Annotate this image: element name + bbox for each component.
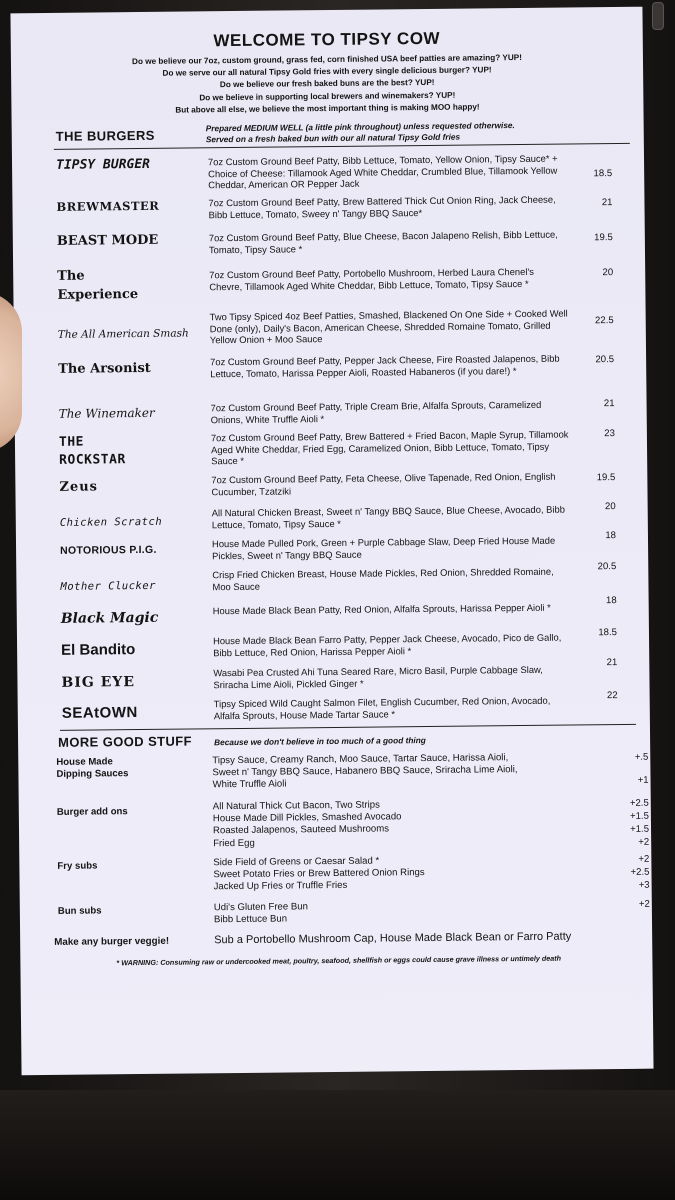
item-name: The All American Smash bbox=[57, 327, 189, 341]
more-prices bbox=[580, 898, 650, 912]
more-price: +1.5 bbox=[629, 810, 649, 822]
more-label: Fry subs bbox=[57, 860, 98, 872]
menu-item-beast-mode bbox=[13, 228, 645, 255]
veggie-text: Sub a Portobello Mushroom Cap, House Made Black Bean or Farro Patty bbox=[214, 930, 572, 947]
item-price: 22 bbox=[606, 690, 618, 702]
binder-ring bbox=[652, 2, 664, 30]
more-label: House Made Dipping Sauces bbox=[56, 756, 129, 780]
item-name: SEAtOWN bbox=[61, 704, 138, 722]
item-price: 20 bbox=[604, 501, 616, 513]
item-description: Tipsy Spiced Wild Caught Salmon Filet, English Cucumber, Red Onion, Avocado, Alfalfa Sprouts, House Made Tartar Sauce * bbox=[213, 694, 551, 721]
item-price: 21 bbox=[603, 398, 615, 410]
more-row-bun-subs bbox=[20, 898, 652, 926]
item-price: 21 bbox=[601, 197, 613, 209]
item-description: 7oz Custom Ground Beef Patty, Triple Cream Brie, Alfalfa Sprouts, Caramelized Onions, White Truffle Aioli * bbox=[210, 398, 542, 425]
more-items bbox=[213, 853, 603, 894]
more-items bbox=[214, 898, 604, 926]
item-price: 18.5 bbox=[593, 168, 613, 180]
more-row-burger-addons bbox=[19, 797, 651, 849]
more-row-dipping-sauces bbox=[18, 751, 650, 791]
more-price: +2 bbox=[638, 898, 650, 910]
item-description: Wasabi Pea Crusted Ahi Tuna Seared Rare, Micro Basil, Purple Cabbage Slaw, Sriracha Lime Aioli, Pickled Ginger * bbox=[213, 663, 543, 690]
more-item: Fried Egg bbox=[213, 837, 255, 849]
item-name: BREWMASTER bbox=[56, 198, 160, 214]
section-title-burgers: THE BURGERS bbox=[55, 127, 155, 144]
menu-item-el-bandito bbox=[17, 627, 649, 659]
item-name: TIPSY BURGER bbox=[55, 156, 151, 173]
item-price: 23 bbox=[604, 428, 615, 440]
item-name: NOTORIOUS P.I.G. bbox=[60, 543, 157, 557]
item-description: 7oz Custom Ground Beef Patty, Brew Battered + Fried Bacon, Maple Syrup, Tillamook Aged White Cheddar, Fried Egg, Caramelized Onion, Bibb Lettuce, Tomato, Tipsy Sauce * bbox=[210, 428, 569, 467]
item-description: 7oz Custom Ground Beef Patty, Bibb Lettuce, Tomato, Yellow Onion, Tipsy Sauce* + Choice of Cheese: Tillamook Aged White Cheddar, Crumbled Blue, Tillamook Yellow Cheddar, American OR Pepper Jack bbox=[207, 152, 558, 191]
menu-page bbox=[10, 7, 653, 1076]
more-price: +2.5 bbox=[630, 866, 650, 878]
item-description: House Made Pulled Pork, Green + Purple Cabbage Slaw, Deep Fried House Made Pickles, Sweet n' Tangy BBQ Sauce bbox=[211, 534, 556, 561]
item-description: All Natural Chicken Breast, Sweet n' Tangy BBQ Sauce, Blue Cheese, Avocado, Bibb Lettuce, Tomato, Tipsy Sauce * bbox=[211, 503, 565, 530]
item-description: 7oz Custom Ground Beef Patty, Blue Cheese, Bacon Jalapeno Relish, Bibb Lettuce, Tomato, Tipsy Sauce * bbox=[208, 228, 558, 255]
item-price: 18 bbox=[605, 530, 617, 542]
item-price: 20.5 bbox=[597, 561, 617, 573]
menu-item-mother-clucker bbox=[16, 561, 648, 593]
more-item: Bibb Lettuce Bun bbox=[213, 913, 288, 926]
beliefs-block bbox=[11, 51, 644, 119]
warning-text: * WARNING: Consuming raw or undercooked meat, poultry, seafood, shellfish or eggs could cause grave illness or untimely death bbox=[116, 953, 562, 968]
more-price: +1 bbox=[637, 774, 649, 786]
burgers-section-head bbox=[12, 117, 644, 145]
more-item: Sweet Potato Fries or Brew Battered Onion Rings bbox=[213, 867, 425, 881]
section-title-more: MORE GOOD STUFF bbox=[58, 733, 193, 750]
more-items bbox=[213, 797, 603, 850]
menu-header bbox=[10, 7, 643, 119]
belief-line: But above all else, we believe the most important thing is making MOO happy! bbox=[175, 102, 480, 115]
more-item: Tipsy Sauce, Creamy Ranch, Moo Sauce, Tartar Sauce, Harissa Aioli, bbox=[212, 752, 509, 767]
more-item: White Truffle Aioli bbox=[212, 778, 287, 791]
more-price: +2 bbox=[638, 836, 650, 848]
more-price: +.5 bbox=[634, 751, 649, 763]
item-description: House Made Black Bean Farro Patty, Pepper Jack Cheese, Avocado, Pico de Gallo, Bibb Lettuce, Red Onion, Harissa Pepper Aioli * bbox=[212, 631, 562, 658]
menu-item-the-winemaker bbox=[15, 398, 647, 425]
item-name: Black Magic bbox=[60, 609, 159, 627]
item-name: BEAST MODE bbox=[56, 232, 159, 249]
more-price: +1.5 bbox=[630, 823, 650, 835]
more-items bbox=[212, 751, 602, 792]
item-price: 18.5 bbox=[598, 627, 618, 639]
item-description: Two Tipsy Spiced 4oz Beef Patties, Smashed, Blackened On One Side + Cooked Well Done (only), Daily's Bacon, American Cheese, Shredded Romaine Tomato, Grilled Yellow Onion + Moo Sauce bbox=[209, 307, 568, 346]
item-name: THE ROCKSTAR bbox=[58, 434, 126, 468]
menu-item-big-eye bbox=[17, 657, 649, 691]
more-prices bbox=[579, 797, 650, 850]
item-description: 7oz Custom Ground Beef Patty, Portobello Mushroom, Herbed Laura Chenel's Chevre, Tillamook Aged White Cheddar, Bibb Lettuce, Tomato, Tipsy Sauce * bbox=[209, 265, 534, 292]
menu-item-seatown bbox=[18, 690, 650, 722]
more-label: Bun subs bbox=[57, 905, 102, 917]
more-item: Side Field of Greens or Caesar Salad * bbox=[213, 855, 380, 869]
veggie-label: Make any burger veggie! bbox=[54, 935, 170, 948]
more-item: Udi's Gluten Free Bun bbox=[213, 901, 308, 914]
menu-item-chicken-scratch bbox=[16, 501, 648, 530]
menu-item-the-experience bbox=[13, 261, 645, 303]
item-price: 22.5 bbox=[594, 315, 614, 327]
menu-item-brewmaster bbox=[12, 193, 644, 220]
item-price: 21 bbox=[606, 657, 618, 669]
item-name: The Winemaker bbox=[58, 405, 155, 421]
menu-title: WELCOME TO TIPSY COW bbox=[213, 28, 441, 51]
item-name: El Bandito bbox=[61, 641, 136, 659]
divider bbox=[60, 724, 636, 731]
belief-line: Do we believe our fresh baked buns are the best? YUP! bbox=[219, 78, 435, 90]
more-price: +3 bbox=[638, 879, 650, 891]
menu-item-notorious-pig bbox=[16, 530, 648, 561]
more-item: Jacked Up Fries or Truffle Fries bbox=[213, 880, 348, 893]
item-description: House Made Black Bean Patty, Red Onion, Alfalfa Sprouts, Harissa Pepper Aioli * bbox=[212, 601, 551, 617]
item-name: The Arsonist bbox=[58, 360, 151, 377]
more-note: Because we don't believe in too much of a good thing bbox=[214, 735, 426, 748]
item-description: 7oz Custom Ground Beef Patty, Feta Cheese, Olive Tapenade, Red Onion, English Cucumber, Tzatziki bbox=[211, 470, 556, 497]
more-item: All Natural Thick Cut Bacon, Two Strips bbox=[212, 799, 380, 813]
item-description: 7oz Custom Ground Beef Patty, Brew Battered Thick Cut Onion Ring, Jack Cheese, Bibb Lettuce, Tomato, Sweey n' Tangy BBQ Sauce* bbox=[208, 193, 556, 220]
item-name: The Experience bbox=[57, 268, 139, 303]
item-description: Crisp Fried Chicken Breast, House Made Pickles, Red Onion, Shredded Romaine, Moo Sauce bbox=[212, 565, 554, 592]
more-item: House Made Dill Pickles, Smashed Avocado bbox=[212, 811, 402, 825]
burgers-note-line2: Served on a fresh baked bun with our all natural Tipsy Gold fries bbox=[205, 131, 461, 145]
burgers-note-line1: Prepared MEDIUM WELL (a little pink throughout) unless requested otherwise. bbox=[205, 120, 515, 134]
more-price: +2 bbox=[638, 853, 650, 865]
belief-line: Do we believe our 7oz, custom ground, grass fed, corn finished USA beef patties are amazing? YUP! bbox=[131, 52, 522, 67]
item-name: Chicken Scratch bbox=[59, 515, 163, 529]
more-prices bbox=[579, 853, 649, 893]
menu-item-the-rockstar bbox=[15, 428, 647, 468]
more-prices bbox=[578, 751, 648, 788]
more-label: Burger add ons bbox=[56, 806, 128, 818]
menu-item-the-arsonist bbox=[14, 352, 646, 379]
more-price: +2.5 bbox=[629, 797, 649, 809]
more-row-fry-subs bbox=[19, 853, 651, 893]
belief-line: Do we serve our all natural Tipsy Gold fries with every single delicious burger? YUP! bbox=[162, 65, 492, 78]
item-description: 7oz Custom Ground Beef Patty, Pepper Jack Cheese, Fire Roasted Jalapenos, Bibb Lettuce, Tomato, Harissa Pepper Aioli, Roasted Habaneros (if you dare!) * bbox=[210, 352, 560, 379]
item-price: 20.5 bbox=[595, 354, 615, 366]
item-price: 20 bbox=[602, 267, 614, 279]
menu-item-tipsy-burger bbox=[12, 152, 644, 191]
more-item: Sweet n' Tangy BBQ Sauce, Habanero BBQ Sauce, Sriracha Lime Aioli, bbox=[212, 764, 518, 779]
menu-item-black-magic bbox=[17, 595, 649, 627]
item-name: BIG EYE bbox=[61, 674, 136, 691]
table-surface bbox=[0, 1090, 675, 1200]
belief-line: Do we believe in supporting local brewers and winemakers? YUP! bbox=[199, 90, 456, 102]
more-item: Roasted Jalapenos, Sauteed Mushrooms bbox=[212, 823, 390, 837]
divider bbox=[54, 143, 630, 150]
item-name: Zeus bbox=[59, 479, 99, 495]
menu-item-zeus bbox=[15, 470, 647, 497]
item-name: Mother Clucker bbox=[60, 579, 157, 593]
menu-item-all-american-smash bbox=[14, 307, 646, 346]
item-price: 19.5 bbox=[594, 232, 613, 244]
item-price: 18 bbox=[605, 595, 617, 607]
item-price: 19.5 bbox=[596, 472, 616, 484]
